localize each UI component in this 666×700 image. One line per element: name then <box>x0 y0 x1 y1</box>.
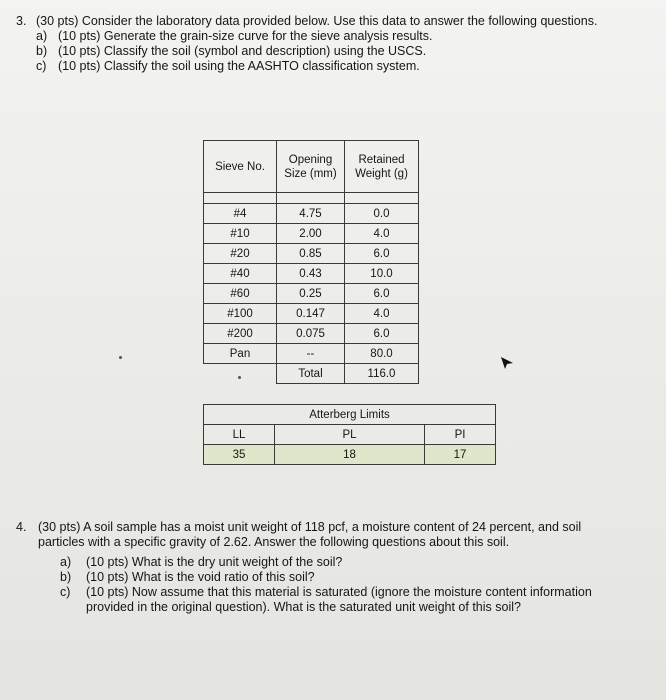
part-text: (10 pts) Classify the soil (symbol and description) using the USCS. <box>58 44 427 58</box>
table-row <box>204 344 419 364</box>
table-cell: #60 <box>204 284 277 304</box>
question-3-number: 3. <box>16 14 27 28</box>
table-row <box>204 224 419 244</box>
table-cell: 0.0 <box>345 204 419 224</box>
table-cell: 6.0 <box>345 244 419 264</box>
part-label: c) <box>36 59 47 73</box>
total-label: Total <box>277 364 345 384</box>
table-total-row <box>204 364 419 384</box>
table-cell: 10.0 <box>345 264 419 284</box>
paper-speck <box>119 356 122 359</box>
table-cell: Pan <box>204 344 277 364</box>
total-value: 116.0 <box>345 364 419 384</box>
table-cell: #40 <box>204 264 277 284</box>
question-3 <box>16 14 646 74</box>
table-spacer-row <box>204 193 419 204</box>
table-cell: 4.0 <box>345 304 419 324</box>
table-cell: 6.0 <box>345 284 419 304</box>
mouse-cursor-icon <box>499 355 515 371</box>
table-row <box>204 284 419 304</box>
paper-speck <box>238 376 241 379</box>
question-4-part-b <box>16 570 616 585</box>
table-cell: #20 <box>204 244 277 264</box>
question-4-text: (30 pts) A soil sample has a moist unit weight of 118 pcf, a moisture content of 24 percent, and soil particles with a specific gravity of 2.62. Answer the following questions about this soil. <box>38 520 582 549</box>
part-label: b) <box>60 570 72 584</box>
table-row <box>204 244 419 264</box>
table-cell: -- <box>277 344 345 364</box>
question-3-text: (30 pts) Consider the laboratory data provided below. Use this data to answer the following questions. <box>36 14 598 28</box>
table-cell: #10 <box>204 224 277 244</box>
part-label: a) <box>36 29 48 43</box>
question-4 <box>16 520 616 615</box>
part-label: b) <box>36 44 48 58</box>
part-text: (10 pts) What is the void ratio of this soil? <box>86 570 315 584</box>
question-3-part-a <box>16 29 646 44</box>
table-row <box>204 304 419 324</box>
table-cell: 0.075 <box>277 324 345 344</box>
atterberg-title: Atterberg Limits <box>204 405 496 425</box>
header-ll: LL <box>204 425 275 445</box>
atterberg-header-row <box>204 425 496 445</box>
table-cell: #100 <box>204 304 277 324</box>
header-opening-size: Opening Size (mm) <box>277 141 345 193</box>
question-3-part-c <box>16 59 646 74</box>
table-row <box>204 324 419 344</box>
table-cell: 0.147 <box>277 304 345 324</box>
part-text: (10 pts) Now assume that this material is saturated (ignore the moisture content information provided in the original question). What is the saturated unit weight of this soil? <box>86 585 592 614</box>
table-cell: 4.75 <box>277 204 345 224</box>
header-pi: PI <box>425 425 496 445</box>
question-3-part-b <box>16 44 646 59</box>
table-cell: 80.0 <box>345 344 419 364</box>
sieve-analysis-table <box>203 140 419 384</box>
part-text: (10 pts) Generate the grain-size curve for the sieve analysis results. <box>58 29 433 43</box>
table-cell: 2.00 <box>277 224 345 244</box>
table-cell: 0.25 <box>277 284 345 304</box>
part-text: (10 pts) Classify the soil using the AASHTO classification system. <box>58 59 420 73</box>
header-retained-weight: Retained Weight (g) <box>345 141 419 193</box>
table-cell: #200 <box>204 324 277 344</box>
table-cell: #4 <box>204 204 277 224</box>
header-pl: PL <box>275 425 425 445</box>
atterberg-title-row <box>204 405 496 425</box>
table-cell: 6.0 <box>345 324 419 344</box>
table-header-row <box>204 141 419 193</box>
value-pl: 18 <box>275 445 425 465</box>
atterberg-limits-table <box>203 404 496 465</box>
table-cell: 0.85 <box>277 244 345 264</box>
table-cell: 0.43 <box>277 264 345 284</box>
part-text: (10 pts) What is the dry unit weight of the soil? <box>86 555 343 569</box>
part-label: c) <box>60 585 71 599</box>
value-pi: 17 <box>425 445 496 465</box>
header-sieve-no: Sieve No. <box>204 141 277 193</box>
value-ll: 35 <box>204 445 275 465</box>
table-row <box>204 204 419 224</box>
table-row <box>204 264 419 284</box>
table-cell: 4.0 <box>345 224 419 244</box>
question-4-part-a <box>16 555 616 570</box>
question-4-number: 4. <box>16 520 27 534</box>
part-label: a) <box>60 555 72 569</box>
atterberg-values-row <box>204 445 496 465</box>
question-4-part-c <box>16 585 616 615</box>
